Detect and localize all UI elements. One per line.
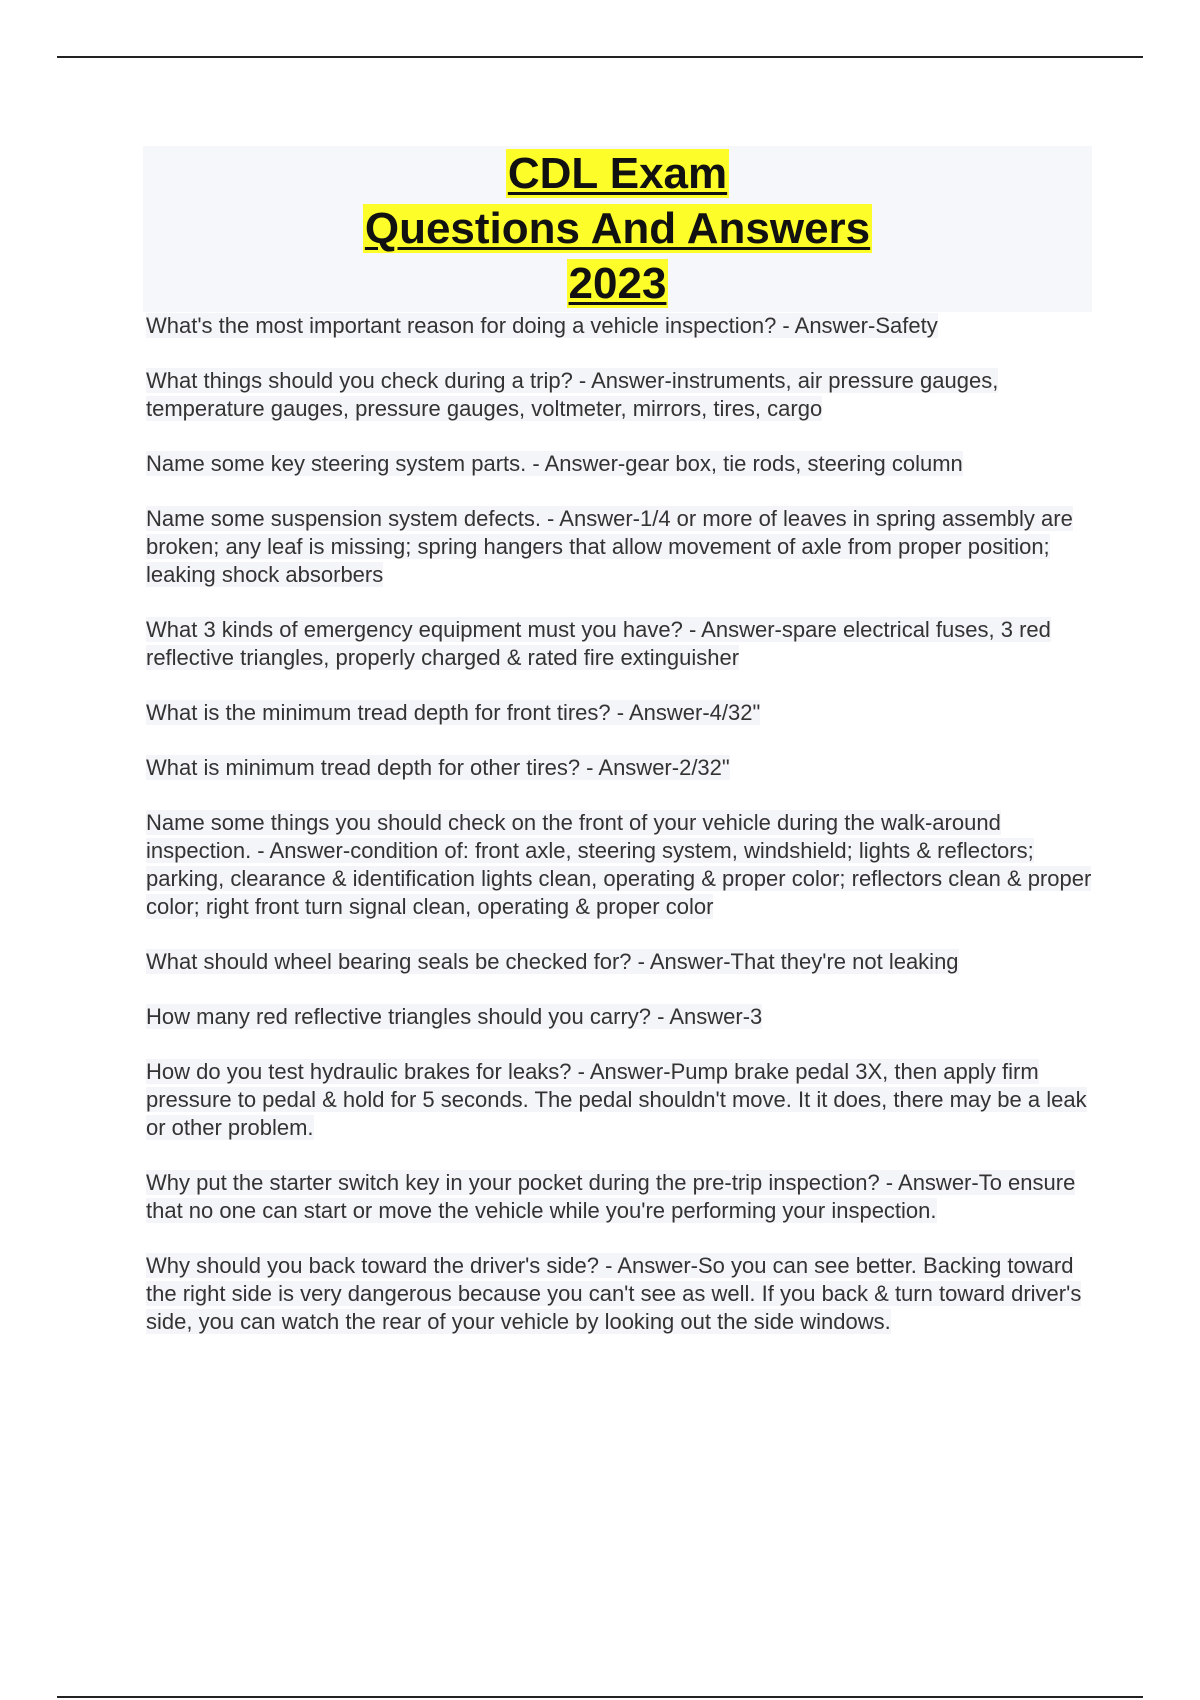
document-title <box>143 146 1092 312</box>
qa-item: Name some things you should check on the front of your vehicle during the walk-around inspection. - Answer-condition of: front axle, steering system, windshield; lights & reflectors; parking, clearance & identification lights clean, operating & proper color; reflectors clean & proper color; right front turn signal clean, operating & proper color <box>146 810 1092 919</box>
qa-item: How do you test hydraulic brakes for leaks? - Answer-Pump brake pedal 3X, then apply firm pressure to pedal & hold for 5 seconds. The pedal shouldn't move. It it does, there may be a leak or other problem. <box>146 1059 1087 1140</box>
qa-item: What is the minimum tread depth for front tires? - Answer-4/32" <box>146 700 761 725</box>
qa-item: Why put the starter switch key in your pocket during the pre-trip inspection? - Answer-To ensure that no one can start or move the vehicle while you're performing your inspection. <box>146 1170 1076 1223</box>
qa-item: What's the most important reason for doing a vehicle inspection? - Answer-Safety <box>146 313 938 338</box>
qa-list <box>146 312 1096 1363</box>
title-line-3: 2023 <box>568 259 667 308</box>
qa-item: Why should you back toward the driver's side? - Answer-So you can see better. Backing toward the right side is very dangerous because you can't see as well. If you back & turn toward driver's side, you can watch the rear of your vehicle by looking out the side windows. <box>146 1253 1082 1334</box>
qa-item: What is minimum tread depth for other tires? - Answer-2/32" <box>146 755 730 780</box>
top-rule <box>57 56 1143 58</box>
title-line-1: CDL Exam <box>507 149 728 198</box>
qa-item: What 3 kinds of emergency equipment must you have? - Answer-spare electrical fuses, 3 red reflective triangles, properly charged & rated fire extinguisher <box>146 617 1051 670</box>
qa-item: How many red reflective triangles should you carry? - Answer-3 <box>146 1004 763 1029</box>
bottom-rule <box>57 1696 1143 1698</box>
title-line-2: Questions And Answers <box>364 204 871 253</box>
qa-item: Name some key steering system parts. - Answer-gear box, tie rods, steering column <box>146 451 963 476</box>
qa-item: What should wheel bearing seals be checked for? - Answer-That they're not leaking <box>146 949 959 974</box>
qa-item: What things should you check during a trip? - Answer-instruments, air pressure gauges, temperature gauges, pressure gauges, voltmeter, mirrors, tires, cargo <box>146 368 999 421</box>
qa-item: Name some suspension system defects. - Answer-1/4 or more of leaves in spring assembly are broken; any leaf is missing; spring hangers that allow movement of axle from proper position; leaking shock absorbers <box>146 506 1073 587</box>
